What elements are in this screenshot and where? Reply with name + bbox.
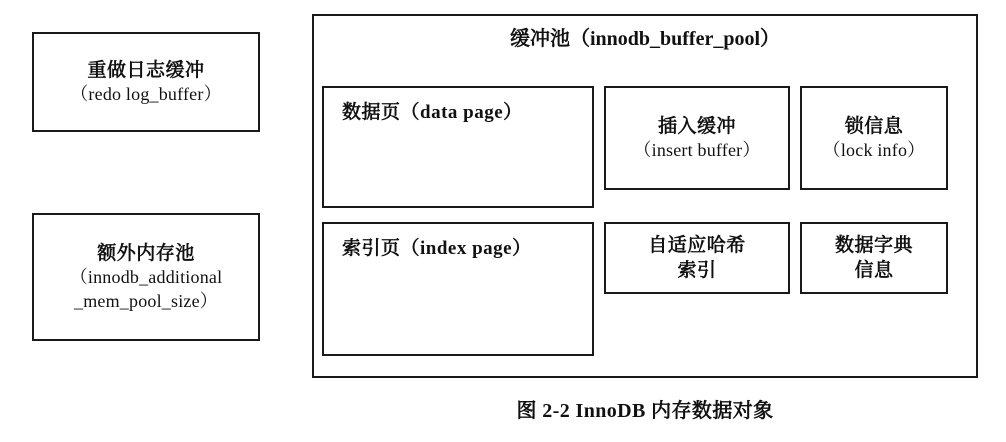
data-dictionary-box	[800, 222, 948, 294]
adaptive-hash-index-subtitle: 索引	[677, 260, 717, 281]
insert-buffer-title: 插入缓冲	[657, 115, 736, 137]
data-dictionary-title: 数据字典	[834, 234, 913, 256]
additional-mem-pool-box	[32, 213, 260, 341]
index-page-title: 索引页（index page）	[342, 238, 532, 259]
data-page-box	[322, 86, 594, 208]
additional-mem-pool-title: 额外内存池	[97, 242, 195, 264]
redo-log-buffer-box	[32, 32, 260, 132]
figure-caption: 图 2-2 InnoDB 内存数据对象	[516, 400, 774, 422]
adaptive-hash-index-title: 自适应哈希	[648, 234, 746, 256]
buffer-pool-title: 缓冲池（innodb_buffer_pool）	[509, 28, 781, 50]
data-page-title: 数据页（data page）	[342, 102, 523, 123]
redo-log-buffer-title: 重做日志缓冲	[87, 59, 205, 81]
lock-info-title: 锁信息	[844, 115, 904, 137]
index-page-box	[322, 222, 594, 356]
redo-log-buffer-subtitle: （redo log_buffer）	[70, 83, 222, 104]
lock-info-box	[800, 86, 948, 190]
insert-buffer-box	[604, 86, 790, 190]
additional-mem-pool-subtitle-line2: _mem_pool_size）	[74, 290, 218, 311]
adaptive-hash-index-box	[604, 222, 790, 294]
insert-buffer-subtitle: （insert buffer）	[633, 139, 761, 160]
lock-info-subtitle: （lock info）	[822, 139, 926, 160]
data-dictionary-subtitle: 信息	[854, 260, 894, 281]
additional-mem-pool-subtitle-line1: （innodb_additional	[69, 266, 223, 287]
